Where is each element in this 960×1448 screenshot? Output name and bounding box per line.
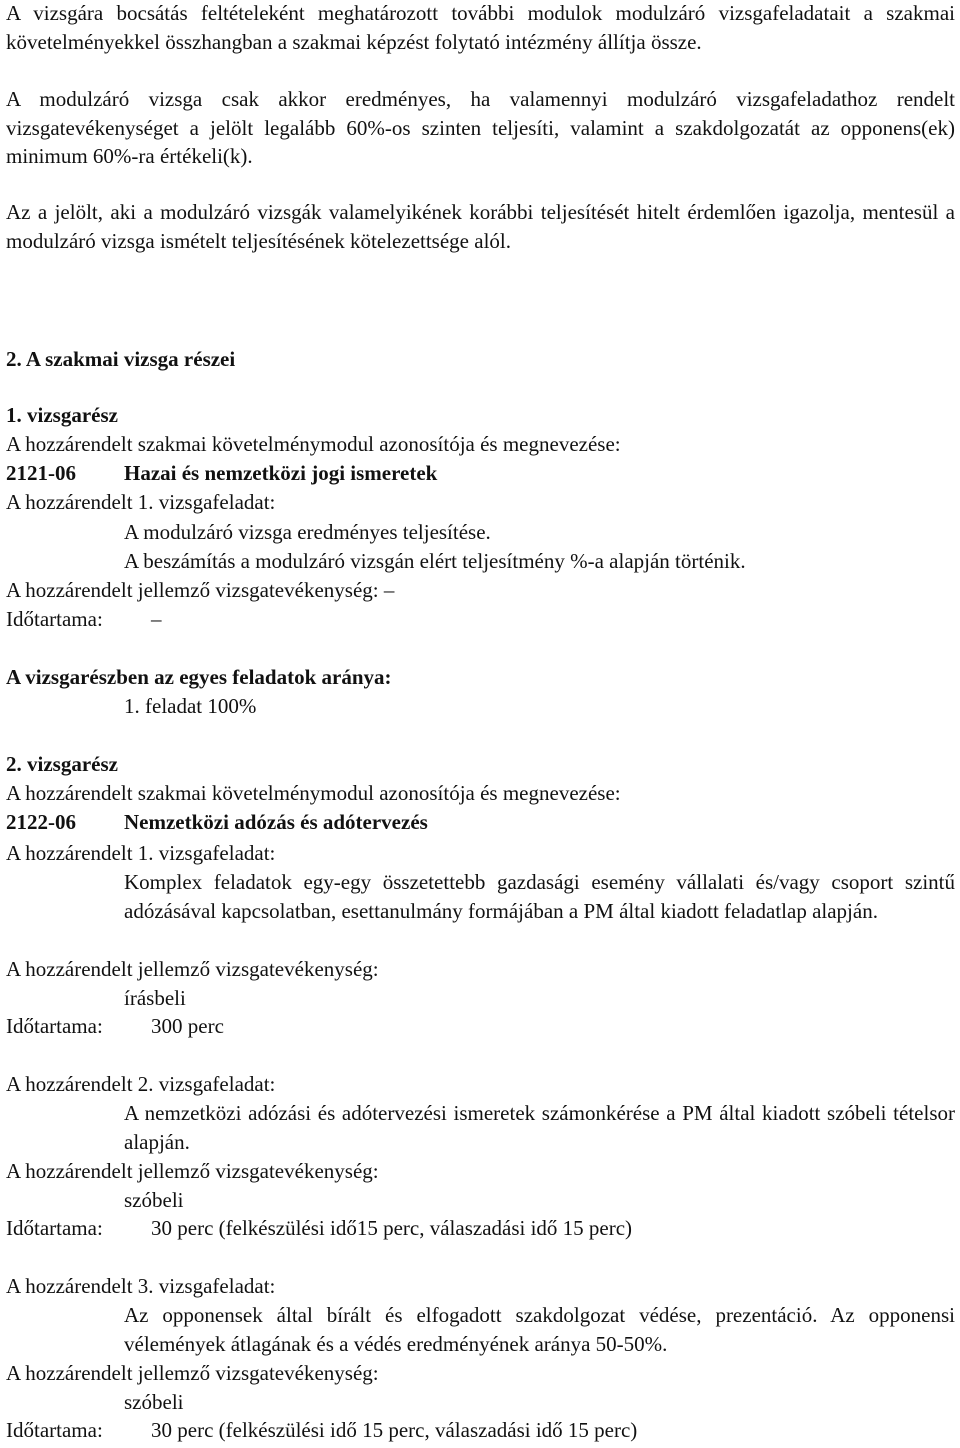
- part1-module-code: 2121-06: [6, 461, 76, 485]
- part2-task3-label: A hozzárendelt 3. vizsgafeladat:: [6, 1274, 276, 1298]
- part2-module-label: A hozzárendelt szakmai követelménymodul azonosítója és megnevezése:: [6, 781, 621, 805]
- part2-task3-duration-label: Időtartama:: [6, 1418, 103, 1442]
- part2-task2-label: A hozzárendelt 2. vizsgafeladat:: [6, 1072, 276, 1096]
- part2-task3-activity-label: A hozzárendelt jellemző vizsgatevékenység:: [6, 1361, 379, 1385]
- part2-title: 2. vizsgarész: [6, 752, 118, 776]
- part1-task-label: A hozzárendelt 1. vizsgafeladat:: [6, 490, 276, 514]
- part1-duration-value: –: [151, 607, 162, 631]
- part2-task2-desc: A nemzetközi adózási és adótervezési ismeretek számonkérése a PM által kiadott szóbeli tételsor alapján.: [124, 1101, 955, 1154]
- part1-title: 1. vizsgarész: [6, 403, 118, 427]
- intro-paragraph-2: A modulzáró vizsga csak akkor eredményes, ha valamennyi modulzáró vizsgafeladathoz rendelt vizsgatevékenységet a jelölt legalább 60%-os szinten teljesíti, valamint a szakdolgozatát az opponens(ek) minimum 60%-ra értékeli(k).: [6, 87, 955, 168]
- part1-task-line2: A beszámítás a modulzáró vizsgán elért teljesítmény %-a alapján történik.: [124, 549, 746, 573]
- part2-task3-duration-value: 30 perc (felkészülési idő 15 perc, válaszadási idő 15 perc): [151, 1418, 638, 1442]
- part2-task1-activity: írásbeli: [124, 986, 186, 1010]
- part2-module-name: Nemzetközi adózás és adótervezés: [124, 810, 428, 834]
- part1-activity: [6, 576, 394, 604]
- part2-task1-label: A hozzárendelt 1. vizsgafeladat:: [6, 841, 276, 865]
- part2-task3-desc: Az opponensek által bírált és elfogadott szakdolgozat védése, prezentáció. Az opponensi vélemények átlagának és a védés eredményének aránya 50-50%.: [124, 1303, 955, 1356]
- part2-task2-duration-label: Időtartama:: [6, 1216, 103, 1240]
- part1-module-name: Hazai és nemzetközi jogi ismeretek: [124, 461, 438, 485]
- part1-activity-value: –: [383, 578, 395, 602]
- part2-module: [6, 808, 428, 836]
- part2-task3-duration: [6, 1416, 637, 1444]
- part1-ratio-title: A vizsgarészben az egyes feladatok aránya:: [6, 665, 392, 689]
- part2-module-code: 2122-06: [6, 810, 76, 834]
- part2-task1-duration: [6, 1012, 224, 1040]
- part2-task2-duration: [6, 1214, 632, 1242]
- part2-task2-activity-label: A hozzárendelt jellemző vizsgatevékenység:: [6, 1159, 379, 1183]
- part1-duration-label: Időtartama:: [6, 607, 103, 631]
- part1-activity-label: A hozzárendelt jellemző vizsgatevékenység:: [6, 578, 379, 602]
- part2-task3-activity: szóbeli: [124, 1390, 184, 1414]
- part1-ratio-value: 1. feladat 100%: [124, 694, 257, 718]
- part1-module: [6, 459, 437, 487]
- part2-task2-activity: szóbeli: [124, 1188, 184, 1212]
- part1-module-label: A hozzárendelt szakmai követelménymodul azonosítója és megnevezése:: [6, 432, 621, 456]
- intro-paragraph-1: A vizsgára bocsátás feltételeként meghatározott további modulok modulzáró vizsgafeladatait a szakmai követelményekkel összhangban a szakmai képzést folytató intézmény állítja össze.: [6, 1, 955, 54]
- part2-task1-activity-label: A hozzárendelt jellemző vizsgatevékenység:: [6, 957, 379, 981]
- part2-task1-duration-value: 300 perc: [151, 1014, 224, 1038]
- part1-task-line1: A modulzáró vizsga eredményes teljesítése.: [124, 520, 491, 544]
- part2-task1-desc: Komplex feladatok egy-egy összetettebb gazdasági esemény vállalati és/vagy csoport szintű adózásával kapcsolatban, esettanulmány formájában a PM által kiadott feladatlap alapján.: [124, 870, 955, 923]
- part2-task2-duration-value: 30 perc (felkészülési idő15 perc, válaszadási idő 15 perc): [151, 1216, 633, 1240]
- part2-task1-duration-label: Időtartama:: [6, 1014, 103, 1038]
- part1-duration: [6, 605, 162, 633]
- intro-paragraph-3: Az a jelölt, aki a modulzáró vizsgák valamelyikének korábbi teljesítését hitelt érdemlően igazolja, mentesül a modulzáró vizsga ismételt teljesítésének kötelezettsége alól.: [6, 200, 955, 253]
- section-heading: 2. A szakmai vizsga részei: [6, 347, 236, 371]
